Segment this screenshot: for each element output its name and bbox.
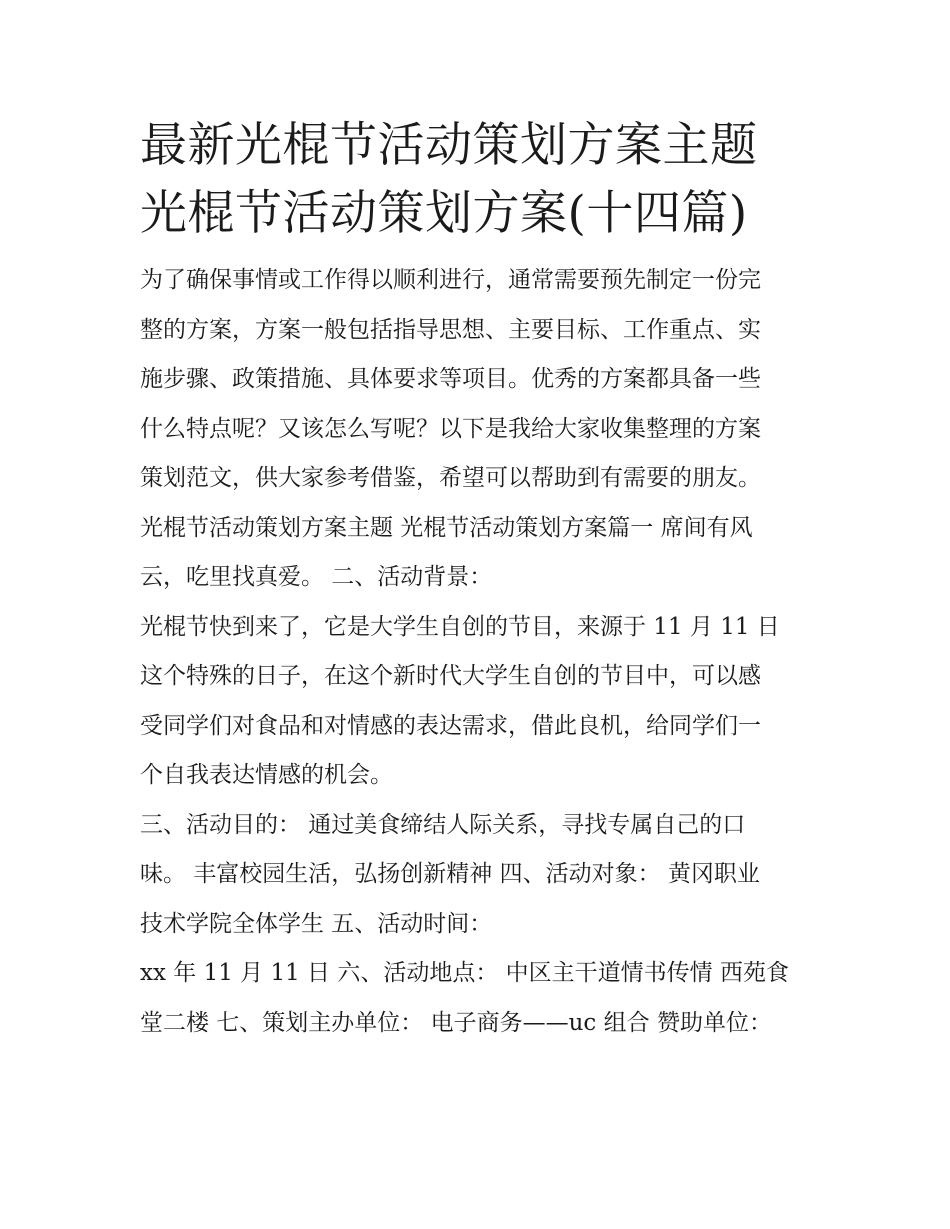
text-line: 味。 丰富校园生活，弘扬创新精神 四、活动对象： 黄冈职业 (140, 861, 760, 887)
text-line: 光棍节活动策划方案主题 光棍节活动策划方案篇一 席间有风 (140, 514, 753, 541)
text-line: xx 年 11 月 11 日 六、活动地点： 中区主干道情书传情 西苑食 (140, 960, 789, 986)
document-title (140, 112, 812, 248)
text-line: 个自我表达情感的机会。 (140, 762, 393, 788)
text-line: 为了确保事情或工作得以顺利进行，通常需要预先制定一份完 (140, 267, 761, 293)
text-line: 技术学院全体学生 五、活动时间： (140, 910, 493, 937)
paragraph-background (140, 603, 812, 801)
text-line: 光棍节快到来了，它是大学生自创的节目，来源于 11 月 11 日 (140, 613, 780, 640)
text-line: 三、活动目的： 通过美食缔结人际关系，寻找专属自己的口 (140, 811, 746, 838)
text-line: 什么特点呢？又该怎么写呢？以下是我给大家收集整理的方案 (140, 415, 761, 442)
text-line: 整的方案，方案一般包括指导思想、主要目标、工作重点、实 (140, 316, 761, 343)
paragraph-time-place (140, 949, 812, 1048)
document-page (140, 112, 812, 1048)
text-line: 策划范文，供大家参考借鉴，希望可以帮助到有需要的朋友。 (140, 465, 761, 491)
paragraph-theme (140, 504, 812, 603)
text-line: 堂二楼 七、策划主办单位： 电子商务——uc 组合 赞助单位： (140, 1009, 772, 1036)
text-line: 施步骤、政策措施、具体要求等项目。优秀的方案都具备一些 (140, 366, 761, 392)
title-line-2: 光棍节活动策划方案(十四篇) (140, 186, 748, 241)
text-line: 云，吃里找真爱。 二、活动背景： (140, 564, 493, 590)
text-line: 这个特殊的日子，在这个新时代大学生自创的节目中，可以感 (140, 663, 761, 689)
paragraph-intro (140, 256, 812, 504)
text-line: 受同学们对食品和对情感的表达需求，借此良机，给同学们一 (140, 712, 761, 739)
paragraph-purpose (140, 801, 812, 950)
title-line-1: 最新光棍节活动策划方案主题 (140, 118, 758, 173)
